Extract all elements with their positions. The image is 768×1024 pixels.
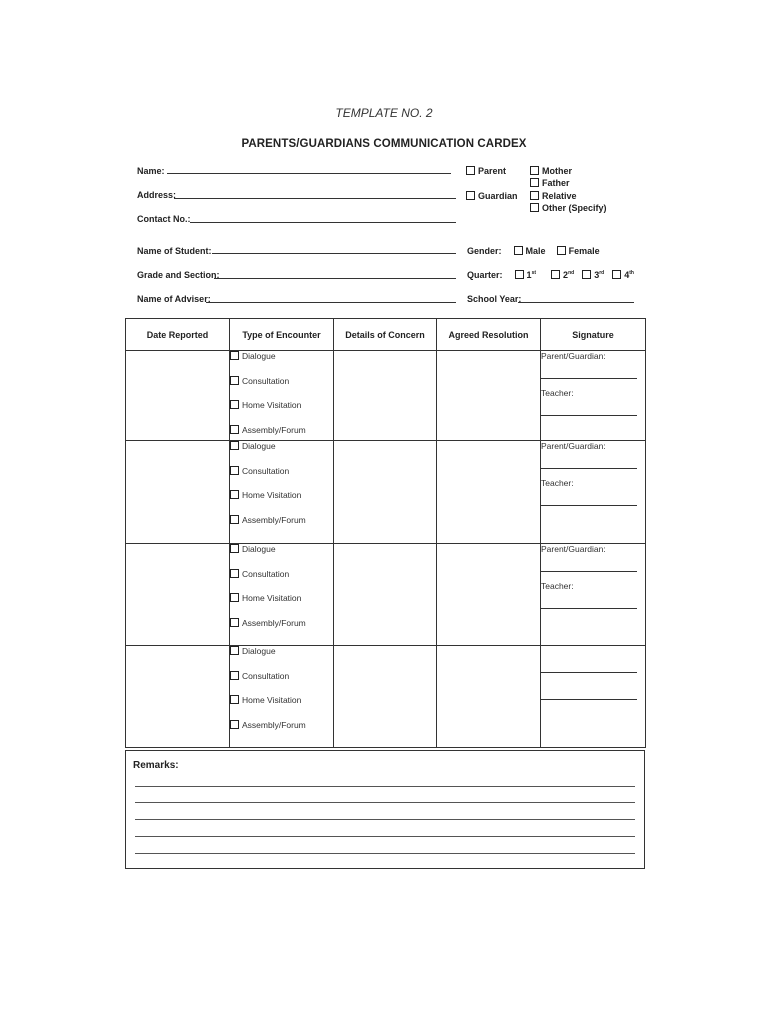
details-of-concern-cell[interactable] <box>334 544 437 646</box>
remarks-line[interactable] <box>135 786 635 787</box>
parent-guardian-sig-label: Parent/Guardian: <box>541 351 606 361</box>
encounter-option[interactable] <box>230 671 333 696</box>
name-label: Name: <box>137 166 165 176</box>
relation-option-other[interactable] <box>530 203 607 213</box>
parent-guardian-sig-line[interactable] <box>541 571 637 572</box>
encounter-option[interactable] <box>230 593 333 618</box>
encounter-checkbox[interactable] <box>230 515 239 524</box>
details-of-concern-cell[interactable] <box>334 441 437 544</box>
quarter-row <box>467 270 634 280</box>
encounter-label: Consultation <box>242 670 290 681</box>
quarter-1-checkbox[interactable] <box>515 270 524 279</box>
father-checkbox[interactable] <box>530 178 539 187</box>
encounter-option[interactable] <box>230 720 333 745</box>
encounter-label: Home Visitation <box>242 490 302 500</box>
encounter-label: Consultation <box>242 375 290 386</box>
encounter-cell <box>230 441 334 544</box>
quarter-number: 3 <box>594 270 600 280</box>
quarter-suffix: rd <box>599 270 605 276</box>
relative-checkbox[interactable] <box>530 191 539 200</box>
header-signature: Signature <box>541 319 646 351</box>
encounter-checkbox[interactable] <box>230 646 239 655</box>
encounter-checkbox[interactable] <box>230 400 239 409</box>
relation-option-relative[interactable] <box>530 191 577 201</box>
remarks-line[interactable] <box>135 853 635 854</box>
male-checkbox[interactable] <box>514 246 523 255</box>
quarter-number: 1 <box>526 270 532 280</box>
quarter-label: Quarter: <box>467 270 503 280</box>
table-row <box>126 441 646 544</box>
encounter-checkbox[interactable] <box>230 441 239 450</box>
agreed-resolution-cell[interactable] <box>437 441 541 544</box>
encounter-option[interactable] <box>230 544 333 569</box>
header-details-of-concern: Details of Concern <box>334 319 437 351</box>
encounter-label: Home Visitation <box>242 695 302 705</box>
address-field[interactable] <box>174 198 456 199</box>
table-row <box>126 646 646 748</box>
quarter-suffix: st <box>531 270 537 276</box>
gender-row <box>467 246 600 256</box>
quarter-number: 2 <box>563 270 569 280</box>
encounter-option[interactable] <box>230 466 333 491</box>
remarks-label: Remarks: <box>133 760 179 771</box>
remarks-box <box>125 750 645 869</box>
table-row <box>126 351 646 441</box>
signature-cell <box>541 544 646 646</box>
adviser-label: Name of Adviser: <box>137 294 211 304</box>
encounter-checkbox[interactable] <box>230 376 239 385</box>
encounter-checkbox[interactable] <box>230 593 239 602</box>
quarter-3-checkbox[interactable] <box>582 270 591 279</box>
quarter-4-checkbox[interactable] <box>612 270 621 279</box>
header-date-reported: Date Reported <box>126 319 230 351</box>
encounter-label: Assembly/Forum <box>242 424 306 435</box>
remarks-line[interactable] <box>135 819 635 820</box>
parent-option[interactable] <box>466 166 506 176</box>
school-year-field[interactable] <box>518 302 634 303</box>
encounter-option[interactable] <box>230 569 333 594</box>
teacher-sig-label: Teacher: <box>541 581 574 591</box>
encounter-option[interactable] <box>230 646 333 671</box>
relation-label: Father <box>542 178 570 188</box>
quarter-suffix: th <box>629 270 634 276</box>
student-name-field[interactable] <box>212 253 456 254</box>
male-label: Male <box>525 246 546 256</box>
encounter-label: Assembly/Forum <box>242 719 306 730</box>
relation-label: Other (Specify) <box>542 203 607 213</box>
encounter-label: Assembly/Forum <box>242 617 306 628</box>
encounter-label: Consultation <box>242 465 290 476</box>
female-label: Female <box>568 246 600 256</box>
relation-option-father[interactable] <box>530 178 570 188</box>
teacher-sig-label: Teacher: <box>541 478 574 488</box>
encounter-label: Dialogue <box>242 544 276 554</box>
details-of-concern-cell[interactable] <box>334 646 437 748</box>
header-type-of-encounter: Type of Encounter <box>230 319 334 351</box>
communication-table <box>125 318 646 748</box>
encounter-checkbox[interactable] <box>230 425 239 434</box>
parent-guardian-sig-label: Parent/Guardian: <box>541 544 606 554</box>
encounter-checkbox[interactable] <box>230 466 239 475</box>
encounter-label: Dialogue <box>242 351 276 361</box>
encounter-option[interactable] <box>230 425 333 437</box>
encounter-checkbox[interactable] <box>230 544 239 553</box>
quarter-suffix: nd <box>568 270 575 276</box>
encounter-label: Dialogue <box>242 646 276 656</box>
teacher-sig-line[interactable] <box>541 505 637 506</box>
date-reported-cell[interactable] <box>126 351 230 441</box>
mother-checkbox[interactable] <box>530 166 539 175</box>
teacher-sig-line[interactable] <box>541 699 637 700</box>
form-title: PARENTS/GUARDIANS COMMUNICATION CARDEX <box>241 138 527 150</box>
guardian-option[interactable] <box>466 191 518 201</box>
encounter-option[interactable] <box>230 441 333 466</box>
parent-checkbox[interactable] <box>466 166 475 175</box>
encounter-checkbox[interactable] <box>230 695 239 704</box>
guardian-checkbox[interactable] <box>466 191 475 200</box>
details-of-concern-cell[interactable] <box>334 351 437 441</box>
remarks-line[interactable] <box>135 836 635 837</box>
encounter-checkbox[interactable] <box>230 720 239 729</box>
agreed-resolution-cell[interactable] <box>437 544 541 646</box>
encounter-option[interactable] <box>230 376 333 401</box>
gender-label: Gender: <box>467 246 502 256</box>
encounter-option[interactable] <box>230 618 333 643</box>
parent-guardian-sig-line[interactable] <box>541 378 637 379</box>
name-field[interactable] <box>167 173 451 174</box>
parent-guardian-sig-line[interactable] <box>541 672 637 673</box>
encounter-checkbox[interactable] <box>230 351 239 360</box>
other-checkbox[interactable] <box>530 203 539 212</box>
contact-label: Contact No.: <box>137 214 191 224</box>
encounter-cell <box>230 351 334 441</box>
table-header-row <box>126 319 646 351</box>
adviser-field[interactable] <box>206 302 456 303</box>
encounter-label: Assembly/Forum <box>242 514 306 525</box>
encounter-label: Home Visitation <box>242 400 302 410</box>
encounter-option[interactable] <box>230 351 333 376</box>
header-agreed-resolution: Agreed Resolution <box>437 319 541 351</box>
relation-option-mother[interactable] <box>530 166 572 176</box>
parent-guardian-sig-line[interactable] <box>541 468 637 469</box>
teacher-sig-line[interactable] <box>541 608 637 609</box>
encounter-label: Dialogue <box>242 441 276 451</box>
date-reported-cell[interactable] <box>126 646 230 748</box>
encounter-option[interactable] <box>230 400 333 425</box>
signature-cell <box>541 646 646 748</box>
encounter-checkbox[interactable] <box>230 618 239 627</box>
encounter-checkbox[interactable] <box>230 490 239 499</box>
guardian-label: Guardian <box>478 191 518 201</box>
date-reported-cell[interactable] <box>126 441 230 544</box>
relation-label: Mother <box>542 166 572 176</box>
relation-label: Relative <box>542 191 577 201</box>
quarter-2-checkbox[interactable] <box>551 270 560 279</box>
contact-field[interactable] <box>190 222 456 223</box>
encounter-option[interactable] <box>230 490 333 515</box>
remarks-line[interactable] <box>135 802 635 803</box>
template-number: TEMPLATE NO. 2 <box>335 106 433 120</box>
school-year-label: School Year: <box>467 294 522 304</box>
table-row <box>126 544 646 646</box>
date-reported-cell[interactable] <box>126 544 230 646</box>
encounter-label: Consultation <box>242 568 290 579</box>
encounter-checkbox[interactable] <box>230 671 239 680</box>
address-label: Address: <box>137 190 177 200</box>
encounter-label: Home Visitation <box>242 593 302 603</box>
female-checkbox[interactable] <box>557 246 566 255</box>
teacher-sig-label: Teacher: <box>541 388 574 398</box>
parent-label: Parent <box>478 166 507 176</box>
grade-section-label: Grade and Section: <box>137 270 220 280</box>
encounter-cell <box>230 544 334 646</box>
parent-guardian-sig-label: Parent/Guardian: <box>541 441 606 451</box>
agreed-resolution-cell[interactable] <box>437 351 541 441</box>
encounter-cell <box>230 646 334 748</box>
teacher-sig-line[interactable] <box>541 415 637 416</box>
student-name-label: Name of Student: <box>137 246 212 256</box>
signature-cell <box>541 351 646 441</box>
signature-cell <box>541 441 646 544</box>
encounter-option[interactable] <box>230 695 333 720</box>
grade-section-field[interactable] <box>214 278 456 279</box>
agreed-resolution-cell[interactable] <box>437 646 541 748</box>
encounter-option[interactable] <box>230 515 333 540</box>
quarter-number: 4 <box>624 270 630 280</box>
encounter-checkbox[interactable] <box>230 569 239 578</box>
